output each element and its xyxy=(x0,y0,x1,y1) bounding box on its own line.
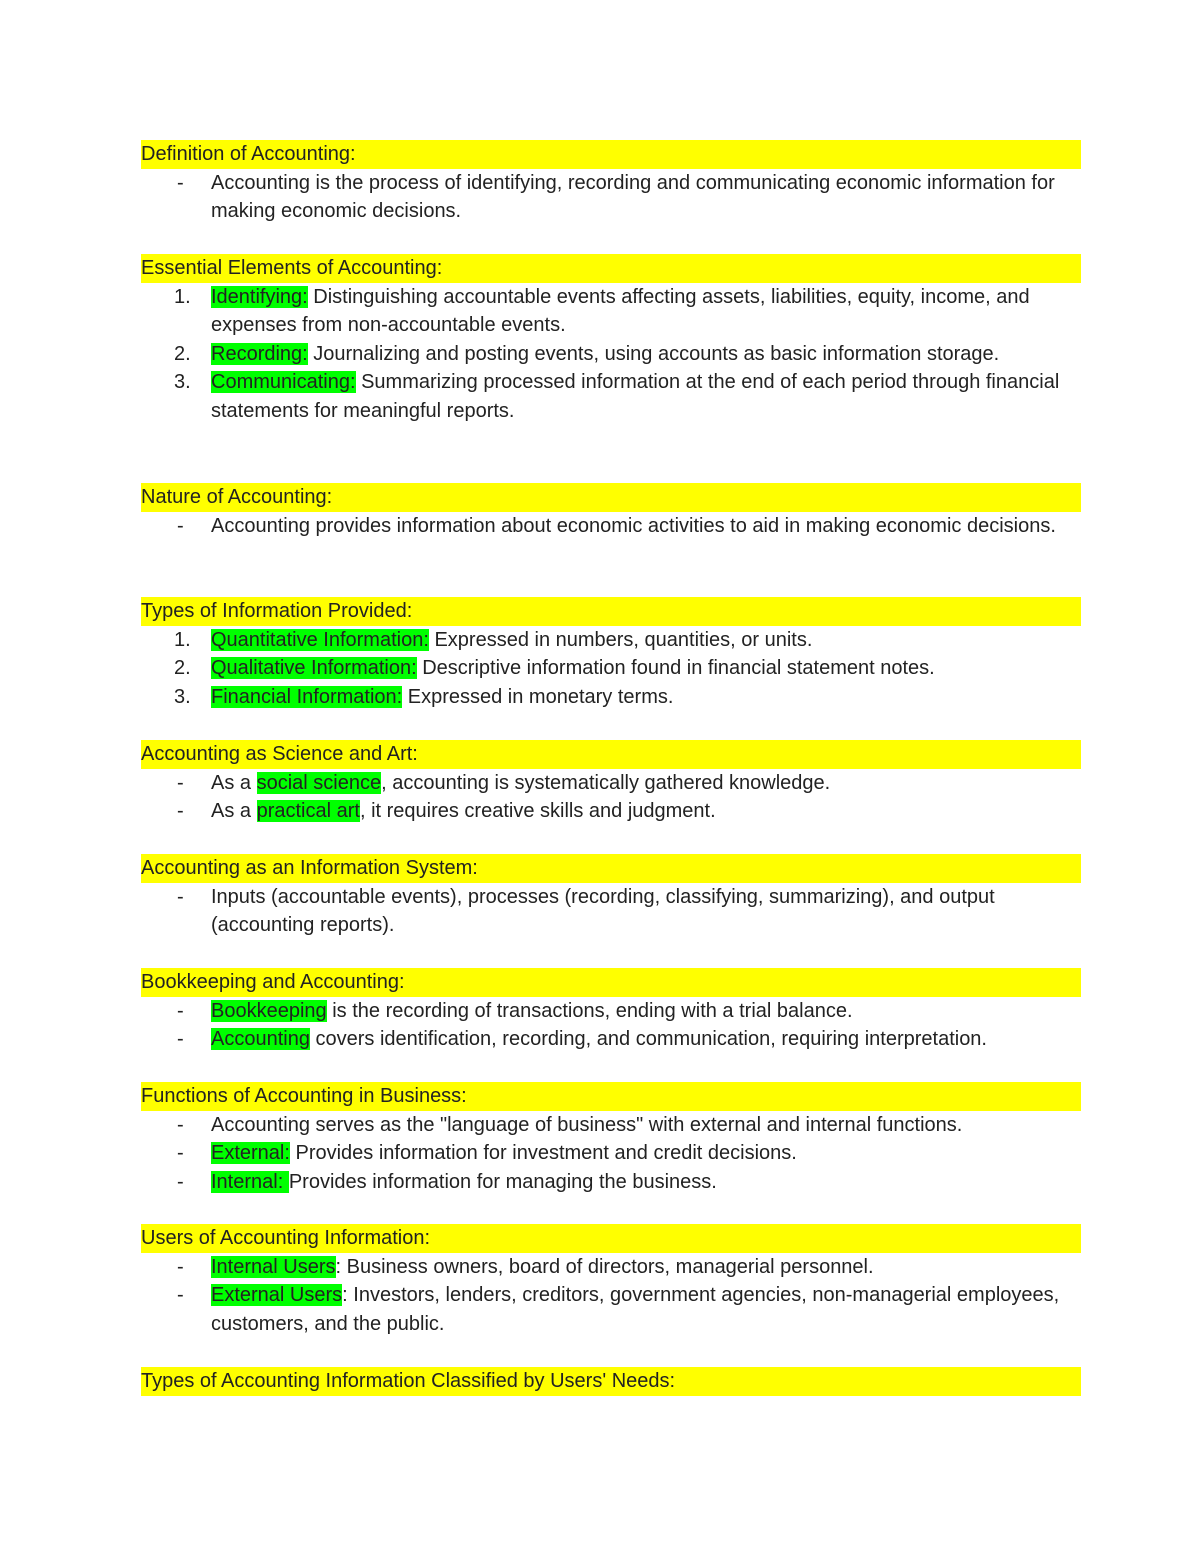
item-term: External: xyxy=(211,1142,290,1164)
item-text: Provides information for investment and credit decisions. xyxy=(289,1142,797,1164)
item-term: Qualitative Information: xyxy=(211,657,417,679)
item-text: Provides information for managing the business. xyxy=(288,1170,717,1193)
bullet-marker: - xyxy=(177,885,184,908)
item-term: Financial Information: xyxy=(211,685,403,708)
item-term: Communicating: xyxy=(211,371,356,393)
item-term: Bookkeeping xyxy=(211,999,327,1022)
item-text: is the recording of transactions, ending with a trial balance. xyxy=(326,999,853,1022)
bullet-marker: - xyxy=(177,1284,184,1306)
number-marker: 2. xyxy=(174,342,191,365)
section-types-by-users-needs xyxy=(141,1367,1081,1396)
item-text: Distinguishing accountable events affecting assets, liabilities, equity, income, and expenses from non-accountable events. xyxy=(211,285,1030,336)
section-information-system xyxy=(141,854,1081,940)
item-text: Summarizing processed information at the end of each period through financial statements for meaningful reports. xyxy=(211,371,1060,422)
list-item xyxy=(141,769,1081,798)
list-item xyxy=(141,654,1081,683)
item-prefix: As a xyxy=(211,771,257,794)
list-item xyxy=(141,883,1081,940)
list-item xyxy=(141,1253,1081,1282)
section-bookkeeping xyxy=(141,968,1081,1054)
list-item xyxy=(141,1281,1081,1338)
list-item xyxy=(141,283,1081,340)
number-marker: 1. xyxy=(174,628,191,651)
section-heading: Users of Accounting Information: xyxy=(141,1224,1081,1253)
section-science-and-art xyxy=(141,740,1081,826)
bullet-marker: - xyxy=(177,1113,184,1136)
number-marker: 2. xyxy=(174,657,191,679)
item-term: Recording: xyxy=(211,342,308,365)
item-text: Accounting serves as the "language of business" with external and internal functions. xyxy=(211,1113,963,1136)
item-text: Accounting is the process of identifying, recording and communicating economic information for making economic decisions. xyxy=(211,171,1055,222)
bullet-marker: - xyxy=(177,999,184,1022)
section-heading: Accounting as Science and Art: xyxy=(141,740,1081,769)
section-users xyxy=(141,1224,1081,1338)
item-term: Internal Users xyxy=(211,1255,336,1278)
bullet-marker: - xyxy=(177,771,184,794)
list-item xyxy=(141,512,1081,541)
bullet-marker: - xyxy=(177,1028,184,1050)
item-text: : Business owners, board of directors, managerial personnel. xyxy=(335,1255,874,1278)
item-term: practical art xyxy=(256,800,360,822)
list-item xyxy=(141,683,1081,712)
section-definition xyxy=(141,140,1081,226)
section-heading: Bookkeeping and Accounting: xyxy=(141,968,1081,997)
list-item xyxy=(141,626,1081,655)
bullet-marker: - xyxy=(177,1142,184,1164)
item-text: : Investors, lenders, creditors, government agencies, non-managerial employees, customers, and the public. xyxy=(211,1284,1060,1335)
number-marker: 3. xyxy=(174,685,191,708)
section-functions xyxy=(141,1082,1081,1196)
list-item xyxy=(141,1111,1081,1140)
bullet-marker: - xyxy=(177,800,184,822)
bullet-marker: - xyxy=(177,171,184,194)
number-marker: 3. xyxy=(174,371,191,393)
list-item xyxy=(141,797,1081,826)
section-nature xyxy=(141,483,1081,540)
section-essential-elements xyxy=(141,254,1081,425)
list-item xyxy=(141,169,1081,226)
item-text: Journalizing and posting events, using accounts as basic information storage. xyxy=(307,342,1000,365)
section-heading: Definition of Accounting: xyxy=(141,140,1081,169)
list-item xyxy=(141,1139,1081,1168)
item-term: Accounting xyxy=(211,1028,310,1050)
item-text: , accounting is systematically gathered knowledge. xyxy=(381,771,831,794)
bullet-marker: - xyxy=(177,1255,184,1278)
item-text: , it requires creative skills and judgment. xyxy=(359,800,716,822)
item-text: covers identification, recording, and communication, requiring interpretation. xyxy=(309,1028,987,1050)
item-text: Expressed in numbers, quantities, or units. xyxy=(428,628,813,651)
item-text: Accounting provides information about economic activities to aid in making economic decisions. xyxy=(211,514,1056,537)
item-text: Inputs (accountable events), processes (recording, classifying, summarizing), and output (accounting reports). xyxy=(211,885,995,936)
list-item xyxy=(141,368,1081,425)
section-heading: Types of Information Provided: xyxy=(141,597,1081,626)
section-heading: Essential Elements of Accounting: xyxy=(141,254,1081,283)
item-term: Quantitative Information: xyxy=(211,628,429,651)
section-heading: Nature of Accounting: xyxy=(141,483,1081,512)
item-term: social science xyxy=(256,771,382,794)
bullet-marker: - xyxy=(177,514,184,537)
section-types-of-information xyxy=(141,597,1081,711)
section-heading: Accounting as an Information System: xyxy=(141,854,1081,883)
section-heading: Types of Accounting Information Classified by Users' Needs: xyxy=(141,1367,1081,1396)
list-item xyxy=(141,340,1081,369)
item-term: Identifying: xyxy=(211,285,308,308)
item-text: Expressed in monetary terms. xyxy=(402,685,674,708)
list-item xyxy=(141,1025,1081,1054)
item-term: Internal: xyxy=(211,1170,289,1193)
number-marker: 1. xyxy=(174,285,191,308)
item-text: Descriptive information found in financial statement notes. xyxy=(416,657,935,679)
bullet-marker: - xyxy=(177,1170,184,1193)
list-item xyxy=(141,997,1081,1026)
item-prefix: As a xyxy=(211,800,257,822)
list-item xyxy=(141,1168,1081,1197)
item-term: External Users xyxy=(211,1284,343,1306)
section-heading: Functions of Accounting in Business: xyxy=(141,1082,1081,1111)
